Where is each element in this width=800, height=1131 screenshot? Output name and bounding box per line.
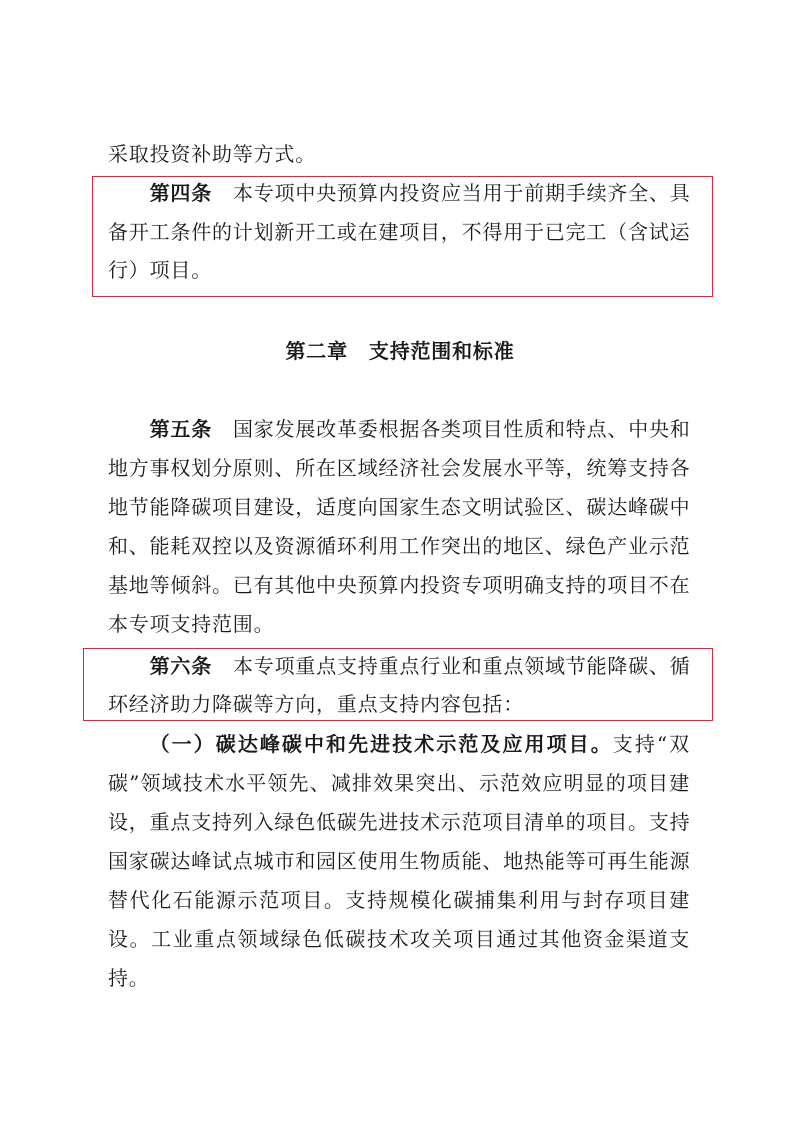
article-5-text-1: 国家发展改革委根据各类项目性质和特点、中央和 [233, 417, 691, 441]
chapter-heading [0, 332, 800, 371]
item-1-text-1: 支持“双 [612, 732, 690, 756]
article-4-line-2: 备开工条件的计划新开工或在建项目，不得用于已完工（含试运 [108, 220, 691, 244]
item-1-line-3: 设，重点支持列入绿色低碳先进技术示范项目清单的项目。支持 [108, 810, 691, 834]
item-1-line-5: 替代化石能源示范项目。支持规模化碳捕集利用与封存项目建 [108, 888, 690, 912]
article-5-line-2: 地方事权划分原则、所在区域经济社会发展水平等，统筹支持各 [108, 456, 691, 480]
continuation-line: 采取投资补助等方式。 [108, 142, 316, 166]
article-5-line-4: 和、能耗双控以及资源循环利用工作突出的地区、绿色产业示范 [108, 534, 691, 558]
item-1-line-1 [108, 725, 690, 764]
item-1-line-6: 设。工业重点领域绿色低碳技术攻关项目通过其他资金渠道支 [108, 927, 690, 951]
item-1-line-7: 持。 [108, 966, 150, 990]
article-5-line-5: 基地等倾斜。已有其他中央预算内投资专项明确支持的项目不在 [108, 573, 691, 597]
article-5-line-3: 地节能降碳项目建设，适度向国家生态文明试验区、碳达峰碳中 [108, 495, 691, 519]
chapter-number: 第二章 [285, 339, 348, 363]
item-1-line-2: 碳”领域技术水平领先、减排效果突出、示范效应明显的项目建 [108, 771, 690, 795]
article-6-label: 第六条 [149, 654, 212, 678]
article-5-line-6: 本专项支持范围。 [108, 612, 275, 636]
article-5-label: 第五条 [149, 417, 212, 441]
article-4-line-3: 行）项目。 [108, 258, 212, 282]
item-1-title: （一）碳达峰碳中和先进技术示范及应用项目。 [149, 732, 613, 756]
article-4-line-1 [108, 174, 690, 213]
chapter-title: 支持范围和标准 [368, 339, 515, 363]
article-6-text-1: 本专项重点支持重点行业和重点领域节能降碳、循 [233, 654, 691, 678]
article-4-label: 第四条 [149, 181, 212, 205]
article-4-text-1: 本专项中央预算内投资应当用于前期手续齐全、具 [233, 181, 691, 205]
article-5-line-1 [108, 410, 690, 449]
item-1-line-4: 国家碳达峰试点城市和园区使用生物质能、地热能等可再生能源 [108, 849, 691, 873]
article-6-line-1 [108, 647, 690, 686]
article-6-line-2: 环经济助力降碳等方向，重点支持内容包括： [108, 692, 524, 716]
